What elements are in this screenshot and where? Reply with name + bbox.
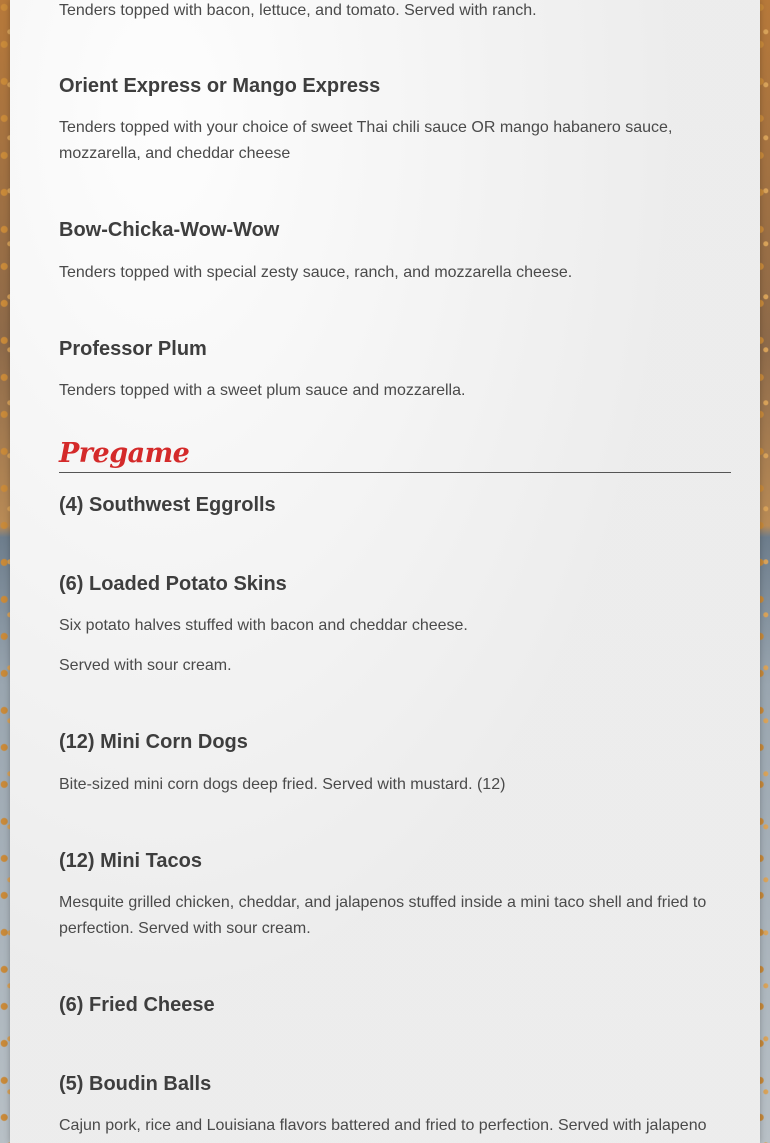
menu-item-description: Tenders topped with special zesty sauce, ranch, and mozzarella cheese. <box>59 264 573 281</box>
menu-item-description: Served with sour cream. <box>59 657 232 674</box>
menu-item-title: (4) Southwest Eggrolls <box>59 494 276 516</box>
menu-item-title: (5) Boudin Balls <box>59 1073 212 1095</box>
menu-item-title: Orient Express or Mango Express <box>59 75 381 97</box>
menu-item-title: Bow-Chicka-Wow-Wow <box>59 219 280 241</box>
menu-item-title: (12) Mini Corn Dogs <box>59 731 248 753</box>
menu-item-description: Tenders topped with your choice of sweet Thai chili sauce OR mango habanero sauce, mozzarella, and cheddar cheese <box>59 119 673 162</box>
menu-item-title: (12) Mini Tacos <box>59 850 202 872</box>
menu-item-description: Tenders topped with bacon, lettuce, and tomato. Served with ranch. <box>59 2 537 19</box>
menu-item-description: Cajun pork, rice and Louisiana flavors battered and fried to perfection. Served with jalapeno <box>59 1117 707 1134</box>
menu-item-description: Six potato halves stuffed with bacon and cheddar cheese. <box>59 617 468 634</box>
menu-content-panel <box>10 0 760 1143</box>
menu-item-title: (6) Fried Cheese <box>59 994 215 1016</box>
menu-item-description: Mesquite grilled chicken, cheddar, and jalapenos stuffed inside a mini taco shell and fried to perfection. Served with sour cream. <box>59 894 707 937</box>
menu-item-title: Professor Plum <box>59 338 207 360</box>
section-heading-text: Pregame <box>59 438 190 469</box>
menu-item-description: Tenders topped with a sweet plum sauce and mozzarella. <box>59 382 466 399</box>
section-heading-pregame <box>59 436 731 473</box>
menu-item-description: Bite-sized mini corn dogs deep fried. Served with mustard. (12) <box>59 776 506 793</box>
menu-item-title: (6) Loaded Potato Skins <box>59 573 287 595</box>
